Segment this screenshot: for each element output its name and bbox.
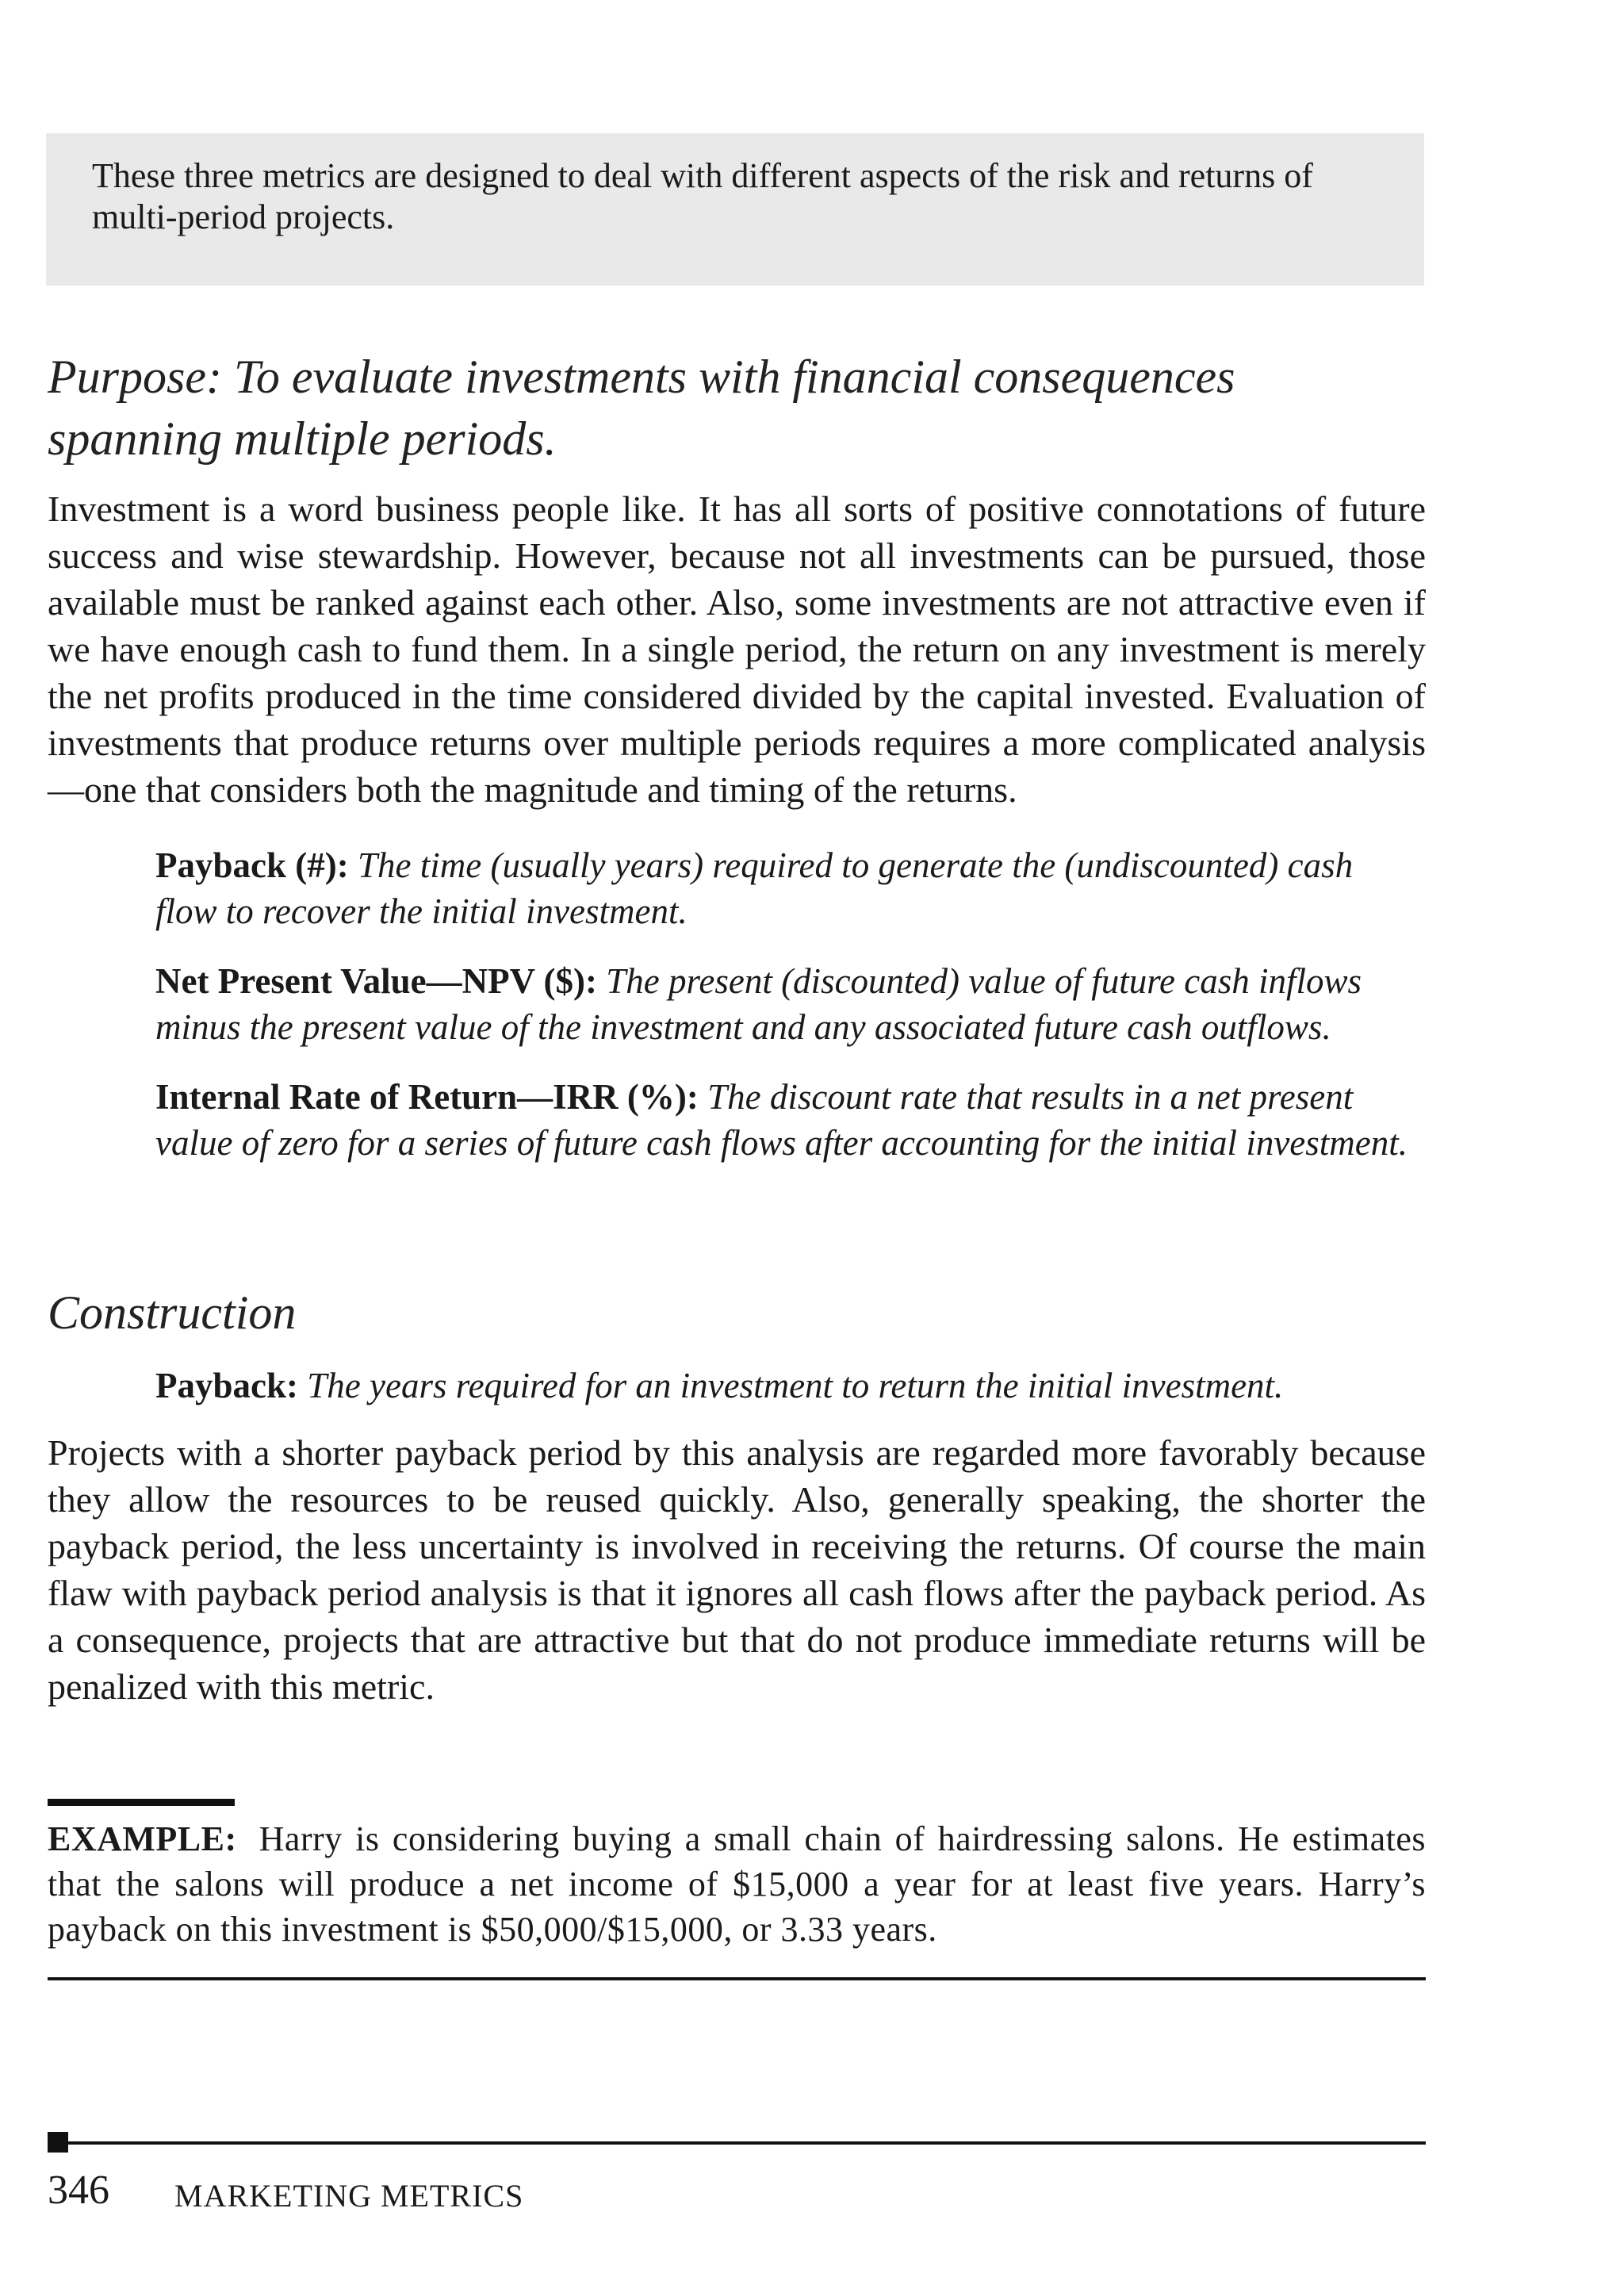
purpose-paragraph: Investment is a word business people like. It has all sorts of positive connotations of future success and wise stewardship. However, because not all investments can be pursued, those available must be ranked against each other. Also, some investments are not attractive even if we have enough cash to fund them. In a single period, the return on any investment is merely the net profits produced in the time considered divided by the capital invested. Evaluation of investments that produce returns over multiple periods requires a more complicated analysis—one that considers both the magnitude and timing of the returns. bbox=[48, 489, 1426, 810]
example-text: Harry is considering buying a small chain of hairdressing salons. He estimates that the salons will produce a net income of $15,000 a year for at least five years. Harry’s payback on this investment is $50,000/$15,000, or 3.33 years. bbox=[48, 1819, 1426, 1949]
purpose-heading: Purpose: To evaluate investments with financial consequences spanning multiple periods. bbox=[48, 351, 1235, 465]
definition-payback bbox=[155, 842, 1392, 934]
construction-paragraph: Projects with a shorter payback period by this analysis are regarded more favorably because they allow the resources to be reused quickly. Also, generally speaking, the shorter the payback period, the less uncertainty is involved in receiving the returns. Of course the main flaw with payback period analysis is that it ignores all cash flows after the payback period. As a consequence, projects that are attractive but that do not produce immediate returns will be penalized with this metric. bbox=[48, 1432, 1426, 1707]
construction-heading: Construction bbox=[48, 1286, 297, 1339]
footer-square-marker bbox=[48, 2132, 68, 2153]
definition-text: The discount rate that results in a net present value of zero for a series of future cash flows after accounting for the initial investment. bbox=[155, 1077, 1408, 1163]
example-marker-bar bbox=[48, 1799, 235, 1806]
callout-text: These three metrics are designed to deal with different aspects of the risk and returns of multi-period projects. bbox=[92, 156, 1313, 236]
summary-callout bbox=[46, 133, 1424, 286]
footer-rule bbox=[48, 2141, 1426, 2145]
definition-irr bbox=[155, 1074, 1424, 1166]
example-bottom-rule bbox=[48, 1977, 1426, 1980]
definition-term: Payback: bbox=[155, 1366, 298, 1405]
definition-npv bbox=[155, 958, 1424, 1050]
definition-term: Internal Rate of Return—IRR (%): bbox=[155, 1077, 699, 1117]
definition-text: The present (discounted) value of future cash inflows minus the present value of the investment and any associated future cash outflows. bbox=[155, 961, 1362, 1047]
construction-definition bbox=[155, 1363, 1424, 1409]
example-label: EXAMPLE: bbox=[48, 1819, 237, 1858]
example-box bbox=[48, 1816, 1426, 1952]
page-number: 346 bbox=[48, 2168, 109, 2213]
definition-text: The time (usually years) required to generate the (undiscounted) cash flow to recover the initial investment. bbox=[155, 845, 1354, 931]
definition-text: The years required for an investment to return the initial investment. bbox=[307, 1366, 1284, 1405]
definition-term: Net Present Value—NPV ($): bbox=[155, 961, 598, 1001]
definition-term: Payback (#): bbox=[155, 845, 349, 885]
running-footer-title: MARKETING METRICS bbox=[174, 2178, 524, 2214]
